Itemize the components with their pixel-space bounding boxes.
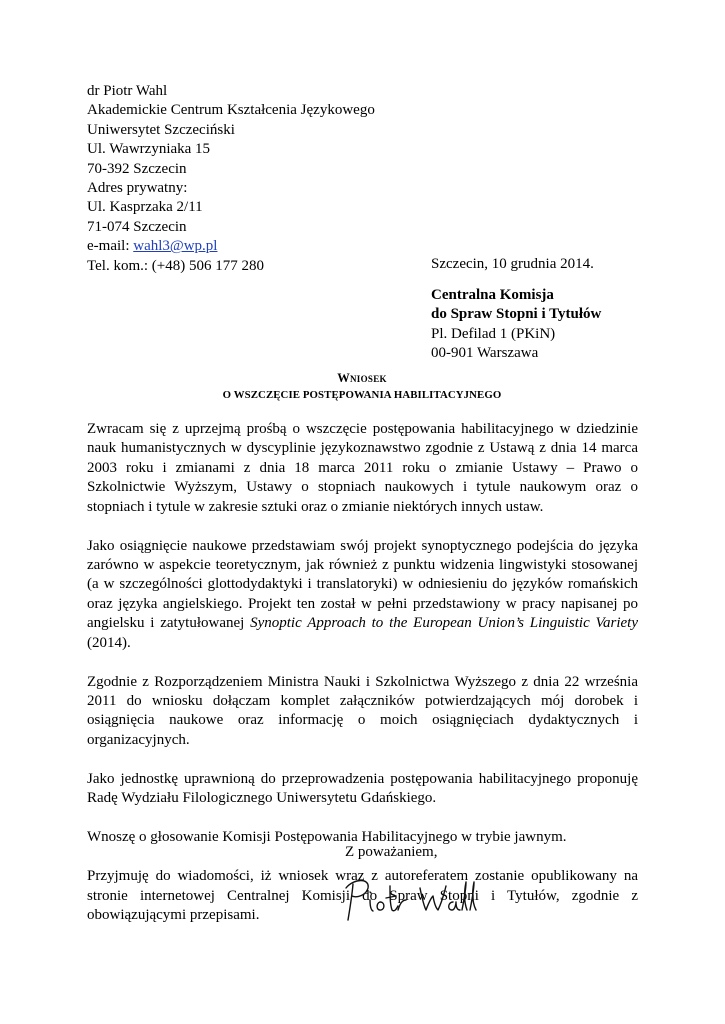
paragraph-2-text: Jako osiągnięcie naukowe przedstawiam swój projekt synoptycznego podejścia do języka zarówno w aspekcie teoretycznym, jak również z punktu widzenia lingwistyki stosowanej (a w szczególności glottodydaktyki i translatoryki) w odniesieniu do języków romańskich oraz języka angielskiego. Projekt ten został w pełni przedstawiony w pracy napisanej po angielsku i zatytułowanej: [87, 537, 638, 632]
recipient-address-line-1: Pl. Defilad 1 (PKiN): [431, 325, 556, 342]
sender-block: [87, 82, 375, 276]
private-street: Ul. Kasprzaka 2/11: [87, 199, 203, 216]
recipient-name-line-2: do Spraw Stopni i Tytułów: [431, 306, 602, 323]
handwritten-signature: [340, 870, 490, 930]
letter-body: [87, 420, 638, 945]
private-address-label: Adres prywatny:: [87, 180, 188, 197]
paragraph-3: Zgodnie z Rozporządzeniem Ministra Nauki i Szkolnictwa Wyższego z dnia 22 września 2011 do wniosku dołączam komplet załączników potwierdzających mój dorobek i osiągnięcia naukowe oraz informację o moich osiągnięciach dydaktycznych i organizacyjnych.: [87, 673, 638, 748]
paragraph-2: [87, 537, 638, 653]
closing-salutation: Z poważaniem,: [345, 844, 438, 860]
paragraph-2-end: (2014).: [87, 634, 131, 651]
sender-name: dr Piotr Wahl: [87, 83, 168, 99]
signature-icon: [340, 870, 490, 930]
sender-university: Uniwersytet Szczeciński: [87, 121, 235, 138]
private-city: 71-074 Szczecin: [87, 218, 187, 235]
letter-date: Szczecin, 10 grudnia 2014.: [431, 256, 594, 272]
paragraph-1: Zwracam się z uprzejmą prośbą o wszczęcie postępowania habilitacyjnego w dziedzinie nauk humanistycznych w dyscyplinie językoznawstwo zgodnie z Ustawą z dnia 14 marca 2003 roku i zmianami z dnia 18 marca 2011 roku o zmianie Ustawy – Prawo o Szkolnictwie Wyższym, Ustawy o stopniach naukowych i tytule naukowym oraz o stopniach i tytule w zakresie sztuki oraz o zmianie niektórych innych ustaw.: [87, 421, 638, 515]
paragraph-4: Jako jednostkę uprawnioną do przeprowadzenia postępowania habilitacyjnego proponuję Radę Wydziału Filologicznego Uniwersytetu Gdańskiego.: [87, 770, 638, 807]
paragraph-6: Przyjmuję do wiadomości, iż wniosek wraz z autoreferatem zostanie opublikowany na stronie internetowej Centralnej Komisji do Spraw Stopni i Tytułów, zgodnie z obowiązującymi przepisami.: [87, 868, 638, 924]
sender-city: 70-392 Szczecin: [87, 160, 187, 177]
sender-institution: Akademickie Centrum Kształcenia Językowego: [87, 102, 375, 119]
sender-street: Ul. Wawrzyniaka 15: [87, 141, 211, 158]
email-line: [87, 237, 375, 256]
publication-title: Synoptic Approach to the European Union’s Linguistic Variety: [250, 615, 638, 632]
recipient-block: [431, 286, 601, 364]
email-link[interactable]: wahl3@wp.pl: [133, 238, 218, 255]
paragraph-5: Wnoszę o głosowanie Komisji Postępowania Habilitacyjnego w trybie jawnym.: [87, 829, 567, 846]
title-main: Wniosek: [337, 371, 387, 385]
letter-title: [87, 370, 637, 404]
email-label: e-mail:: [87, 238, 134, 255]
recipient-name-line-1: Centralna Komisja: [431, 287, 554, 303]
recipient-address-line-2: 00-901 Warszawa: [431, 345, 539, 362]
title-sub: O WSZCZĘCIE POSTĘPOWANIA HABILITACYJNEGO: [222, 389, 502, 401]
phone-line: Tel. kom.: (+48) 506 177 280: [87, 257, 264, 274]
